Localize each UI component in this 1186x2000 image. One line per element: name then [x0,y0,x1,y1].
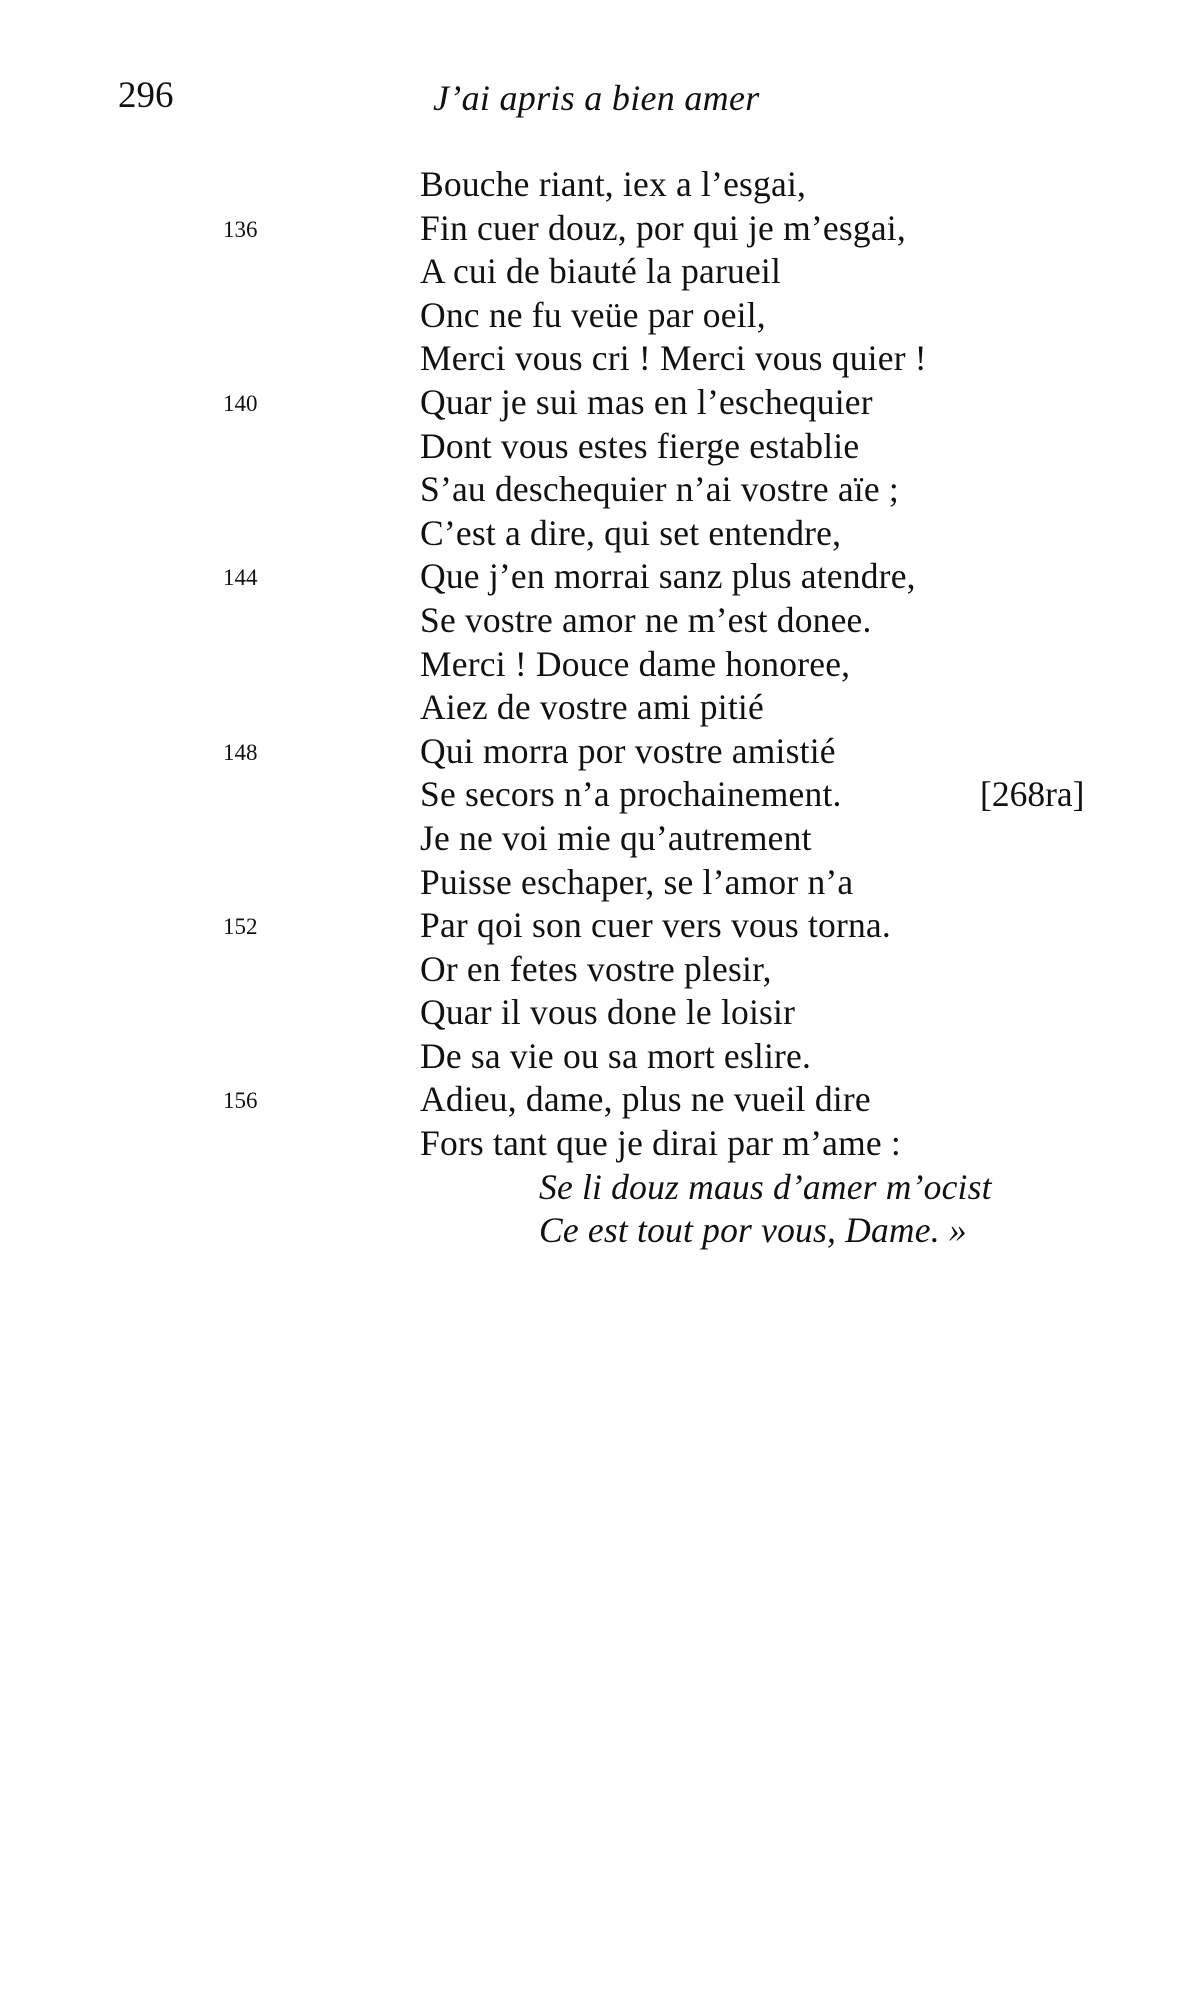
verse-text: C’est a dire, qui set entendre, [420,512,842,553]
verse-text: Puisse eschaper, se l’amor n’a [420,861,854,902]
verse-text: Onc ne fu veüe par oeil, [420,294,766,335]
verse-line [0,904,1186,948]
running-title: J’ai apris a bien amer [433,78,760,118]
verse-line [0,163,1186,207]
line-number: 136 [223,216,258,242]
verse-text: Aiez de vostre ami pitié [420,687,764,728]
verse-text: Quar il vous done le loisir [420,992,796,1033]
verse-text: Fin cuer douz, por qui je m’esgai, [420,207,906,248]
verse-line [0,425,1186,469]
verse-text: Fors tant que je dirai par m’ame : [420,1123,901,1164]
verse-text: Bouche riant, iex a l’esgai, [420,164,807,204]
folio-marker: [268ra] [980,774,1085,815]
verse-text: Adieu, dame, plus ne vueil dire [420,1079,871,1120]
verse-line [0,773,1186,817]
verse-line [0,337,1186,381]
refrain-text: Ce est tout por vous, Dame. » [539,1210,967,1251]
verse-line [0,861,1186,905]
verse-text: Se secors n’a prochainement. [420,774,842,815]
refrain-line [0,1166,1186,1210]
refrain-text: Se li douz maus d’amer m’ocist [539,1166,992,1207]
line-number: 156 [223,1088,258,1114]
verse-text: A cui de biauté la parueil [420,251,782,292]
verse-line [0,468,1186,512]
verse-line [0,250,1186,294]
line-number: 152 [223,914,258,940]
verse-line [0,512,1186,556]
verse-line [0,948,1186,992]
refrain-line [0,1209,1186,1253]
verse-text: Se vostre amor ne m’est donee. [420,599,872,640]
verse-line [0,643,1186,687]
verse-text: Par qoi son cuer vers vous torna. [420,905,891,946]
verse-text: Qui morra por vostre amistié [420,730,836,771]
line-number: 148 [223,739,258,765]
verse-text: Quar je sui mas en l’eschequier [420,381,873,422]
verse-line [0,991,1186,1035]
page-number: 296 [118,75,174,116]
verse-line [0,1035,1186,1079]
verse-text: Merci ! Douce dame honoree, [420,643,851,684]
verse-text: Dont vous estes fierge establie [420,425,860,466]
verse-line [0,686,1186,730]
verse-text: S’au deschequier n’ai vostre aïe ; [420,469,899,510]
verse-line [0,1122,1186,1166]
verse-text: Merci vous cri ! Merci vous quier ! [420,338,927,379]
verse-line [0,730,1186,774]
verse-line [0,599,1186,643]
verse-line [0,555,1186,599]
verse-text: Que j’en morrai sanz plus atendre, [420,556,916,597]
verse-line [0,294,1186,338]
verse-line [0,817,1186,861]
poem [0,163,1186,1253]
verse-text: Je ne voi mie qu’autrement [420,817,812,858]
verse-line [0,207,1186,251]
verse-line [0,381,1186,425]
line-number: 144 [223,565,258,591]
verse-line [0,1078,1186,1122]
verse-text: De sa vie ou sa mort eslire. [420,1035,812,1076]
line-number: 140 [223,390,258,416]
verse-text: Or en fetes vostre plesir, [420,948,772,989]
